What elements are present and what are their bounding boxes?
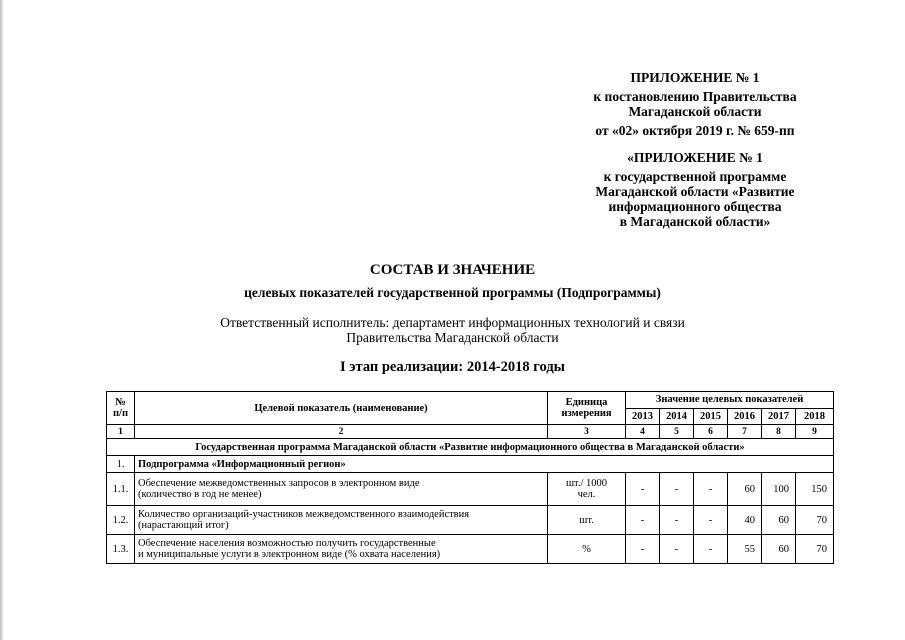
table-row — [107, 506, 834, 535]
column-number: 8 — [762, 425, 796, 439]
row-value: - — [660, 535, 694, 564]
row-value: 60 — [728, 473, 762, 506]
document-subtitle: целевых показателей государственной программы (Подпрограммы) — [244, 285, 661, 300]
col-header-values: Значение целевых показателей — [626, 392, 834, 409]
row-no: 1.3. — [107, 535, 135, 564]
program-ref-line1: к государственной программе — [603, 169, 787, 184]
table-row — [107, 535, 834, 564]
responsible-executor — [0, 315, 905, 345]
table-row — [107, 473, 834, 506]
row-value: - — [626, 506, 660, 535]
col-header-no: № п/п — [107, 392, 135, 425]
row-unit-line2: чел. — [577, 489, 596, 500]
appendix-title: ПРИЛОЖЕНИЕ № 1 — [630, 70, 760, 85]
row-unit-line1: шт./ 1000 — [565, 478, 608, 489]
resolution-date: от «02» октября 2019 г. № 659-пп — [595, 123, 795, 138]
col-header-unit: Единица измерения — [548, 392, 626, 425]
row-indicator-line2: (нарастающий итог) — [138, 520, 229, 531]
column-number: 4 — [626, 425, 660, 439]
year-header: 2016 — [728, 408, 762, 425]
row-value: 60 — [762, 506, 796, 535]
year-header: 2015 — [694, 408, 728, 425]
row-indicator — [135, 473, 548, 506]
subprogram-no: 1. — [107, 456, 135, 473]
row-value: 70 — [796, 506, 834, 535]
row-value: 60 — [762, 535, 796, 564]
row-indicator — [135, 506, 548, 535]
column-number: 7 — [728, 425, 762, 439]
appendix-title-2: «ПРИЛОЖЕНИЕ № 1 — [627, 150, 763, 165]
year-header: 2017 — [762, 408, 796, 425]
responsible-line1: Ответственный исполнитель: департамент информационных технологий и связи — [220, 315, 685, 330]
subprogram-name: Подпрограмма «Информационный регион» — [135, 456, 834, 473]
responsible-line2: Правительства Магаданской области — [346, 330, 559, 345]
year-header: 2014 — [660, 408, 694, 425]
column-numbers-row — [107, 425, 834, 439]
row-value: 150 — [796, 473, 834, 506]
col-header-indicator: Целевой показатель (наименование) — [135, 392, 548, 425]
row-value: - — [660, 473, 694, 506]
row-unit — [548, 473, 626, 506]
stage-title: I этап реализации: 2014-2018 годы — [340, 359, 565, 375]
subprogram-row — [107, 456, 834, 473]
row-no: 1.2. — [107, 506, 135, 535]
row-indicator-line2: (количество в год не менее) — [138, 489, 262, 500]
row-indicator-line2: и муниципальные услуги в электронном виде (% охвата населения) — [138, 549, 441, 560]
row-no: 1.1. — [107, 473, 135, 506]
program-ref-line3: информационного общества — [608, 199, 782, 214]
appendix-header — [545, 70, 845, 229]
column-number: 1 — [107, 425, 135, 439]
table-header-row — [107, 392, 834, 409]
row-value: - — [694, 535, 728, 564]
row-indicator — [135, 535, 548, 564]
row-value: 55 — [728, 535, 762, 564]
year-header: 2013 — [626, 408, 660, 425]
row-value: 70 — [796, 535, 834, 564]
row-indicator-line1: Обеспечение населения возможностью получить государственные — [138, 538, 436, 549]
column-number: 9 — [796, 425, 834, 439]
year-header: 2018 — [796, 408, 834, 425]
row-unit-line1: шт. — [579, 514, 594, 526]
row-value: - — [626, 535, 660, 564]
column-number: 3 — [548, 425, 626, 439]
column-number: 6 — [694, 425, 728, 439]
column-number: 5 — [660, 425, 694, 439]
program-title: Государственная программа Магаданской области «Развитие информационного общества в Магаданской области» — [107, 439, 834, 456]
row-value: 40 — [728, 506, 762, 535]
row-value: - — [694, 506, 728, 535]
row-unit-line1: % — [582, 543, 591, 555]
resolution-ref-line1: к постановлению Правительства — [593, 89, 797, 104]
row-unit — [548, 535, 626, 564]
row-value: 100 — [762, 473, 796, 506]
program-row — [107, 439, 834, 456]
program-ref-line2: Магаданской области «Развитие — [595, 184, 795, 199]
row-indicator-line1: Обеспечение межведомственных запросов в электронном виде — [138, 478, 420, 489]
indicators-table — [106, 391, 834, 564]
document-title: СОСТАВ И ЗНАЧЕНИЕ — [369, 262, 536, 278]
row-value: - — [694, 473, 728, 506]
row-value: - — [626, 473, 660, 506]
column-number: 2 — [135, 425, 548, 439]
row-indicator-line1: Количество организаций-участников межведомственного взаимодействия — [138, 509, 470, 520]
program-ref-line4: в Магаданской области» — [619, 214, 771, 229]
row-unit — [548, 506, 626, 535]
resolution-ref-line2: Магаданской области — [628, 104, 762, 119]
row-value: - — [660, 506, 694, 535]
